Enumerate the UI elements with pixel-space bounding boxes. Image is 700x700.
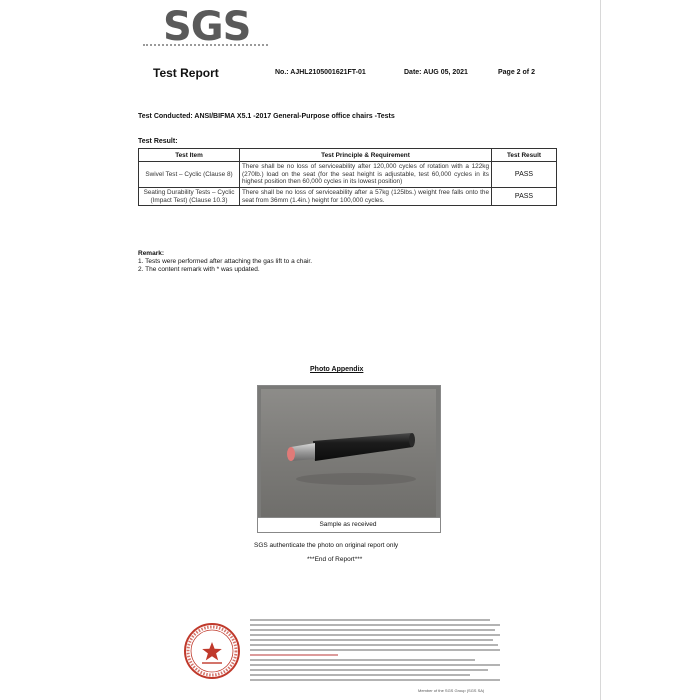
column-header: Test Item [139, 149, 240, 162]
authenticate-note: SGS authenticate the photo on original report only [254, 542, 399, 549]
report-date: Date: AUG 05, 2021 [404, 69, 468, 76]
page-number: Page 2 of 2 [498, 69, 535, 76]
test-conducted: Test Conducted: ANSI/BIFMA X5.1 -2017 General-Purpose office chairs -Tests [138, 113, 395, 120]
photo-frame [257, 385, 441, 533]
test-item: Seating Durability Tests – Cyclic (Impact Test) (Clause 10.3) [139, 188, 240, 206]
photo-appendix-title: Photo Appendix [310, 366, 364, 373]
gas-lift-image [261, 389, 436, 517]
test-item: Swivel Test – Cyclic (Clause 8) [139, 162, 240, 188]
test-requirement: There shall be no loss of serviceability after a 57kg (125lbs.) weight free falls onto the seat from 36mm (1.4in.) height for 100,000 cycles. [240, 188, 492, 206]
report-title: Test Report [153, 66, 219, 80]
report-number: No.: AJHL2105001621FT-01 [275, 69, 366, 76]
end-of-report: ***End of Report*** [307, 556, 363, 563]
column-header: Test Result [492, 149, 557, 162]
test-result-label: Test Result: [138, 138, 178, 145]
test-requirement: There shall be no loss of serviceability after 120,000 cycles of rotation with a 122kg (270lb.) load on the seat (for the seat height is adjustable, test 60,000 cycles in its highest position then 60,000 cycles in its lowest position) [240, 162, 492, 188]
member-line: Member of the SGS Group (SGS SA) [418, 688, 485, 693]
test-result-table [138, 148, 557, 206]
photo-caption: Sample as received [319, 521, 377, 528]
remark-item: 2. The content remark with * was updated. [138, 266, 260, 274]
table-row [139, 162, 557, 188]
fine-print-block [250, 619, 500, 684]
company-seal-stamp [183, 622, 241, 680]
remark-item: 1. Tests were performed after attaching the gas lift to a chair. [138, 258, 313, 266]
test-result: PASS [492, 162, 557, 188]
remark-title: Remark: [138, 250, 165, 257]
sgs-logo: SGS [163, 4, 251, 50]
test-result: PASS [492, 188, 557, 206]
sample-photo [261, 389, 436, 517]
column-header: Test Principle & Requirement [240, 149, 492, 162]
logo-underline [143, 44, 268, 48]
table-header-row [139, 149, 557, 162]
report-page [92, 0, 601, 700]
remark-section [138, 250, 312, 274]
table-row [139, 188, 557, 206]
